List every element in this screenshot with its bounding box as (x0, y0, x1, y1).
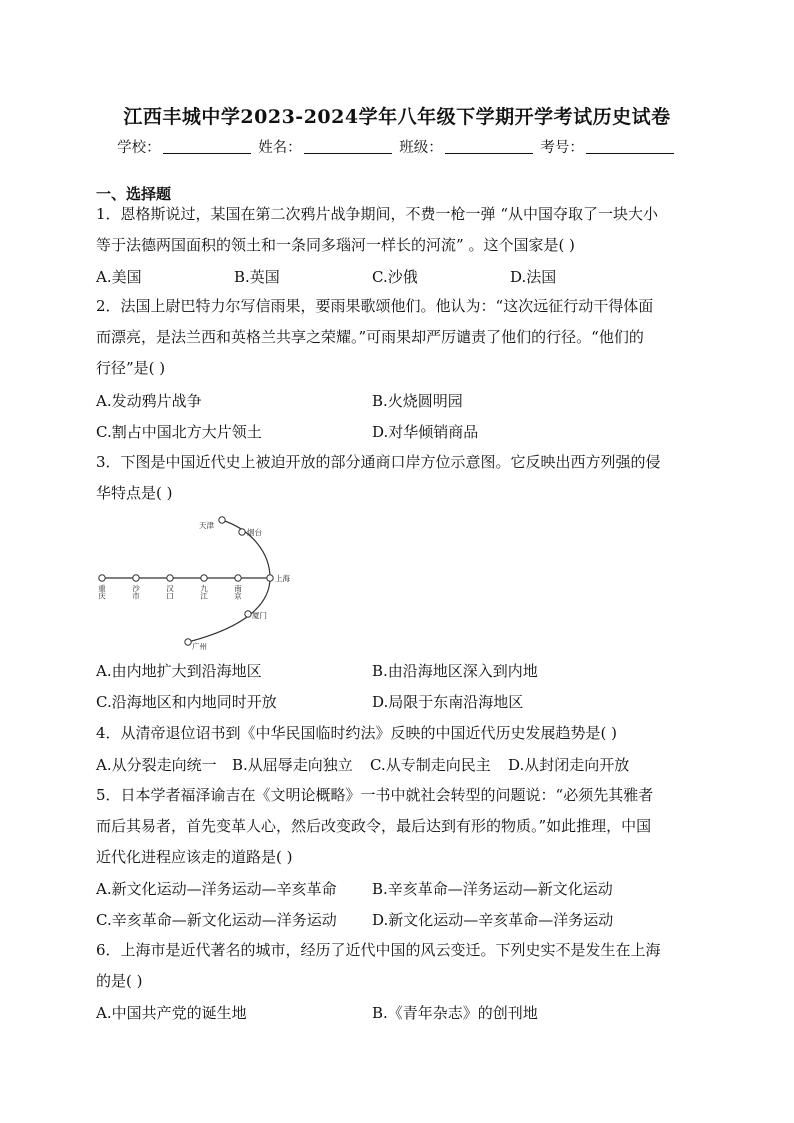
port-label-guangzhou: 广州 (192, 642, 207, 651)
question-line: 5．日本学者福泽谕吉在《文明论概略》一书中就社会转型的问题说：“必须先其雅者 (96, 786, 654, 804)
name-label: 姓名： (258, 140, 302, 156)
port-label-tianjin: 天津 (199, 521, 214, 530)
q4-option-d[interactable]: D.从封闭走向开放 (508, 756, 630, 774)
port-dot-shanghai (267, 575, 273, 581)
class-blank[interactable] (445, 139, 533, 154)
q3-option-b[interactable]: B.由沿海地区深入到内地 (372, 662, 538, 680)
port-dot-shashi (133, 575, 139, 581)
q5-option-b[interactable]: B.辛亥革命—洋务运动—新文化运动 (372, 880, 613, 898)
port-dot-xiamen (245, 611, 251, 617)
port-dot-chongqing (99, 575, 105, 581)
question-line: 1．恩格斯说过，某国在第二次鸦片战争期间，不费一枪一弹 “从中国夺取了一块大小 (96, 205, 658, 223)
port-label-chongqing: 重庆 (97, 584, 107, 600)
port-dot-guangzhou (185, 639, 191, 645)
exam-title: 江西丰城中学2023-2024学年八年级下学期开学考试历史试卷 (123, 106, 671, 128)
q2-option-d[interactable]: D.对华倾销商品 (372, 423, 479, 441)
question-2-stem (96, 291, 702, 384)
question-line: 而后其易者，首先变革人心，然后改变政令，最后达到有形的物质。”如此推理，中国 (96, 817, 652, 835)
q2-option-a[interactable]: A.发动鸦片战争 (96, 392, 202, 410)
q5-option-c[interactable]: C.辛亥革命—新文化运动—洋务运动 (96, 911, 337, 929)
question-6-stem (96, 935, 702, 997)
port-label-hankou: 汉口 (165, 584, 175, 600)
question-line: 等于法德两国面积的领土和一条同多瑙河一样长的河流” 。这个国家是( ) (96, 236, 575, 254)
school-blank[interactable] (163, 139, 251, 154)
q4-option-c[interactable]: C.从专制走向民主 (370, 756, 491, 774)
q3-option-c[interactable]: C.沿海地区和内地同时开放 (96, 693, 277, 711)
port-dot-yantai (239, 529, 245, 535)
question-3-stem (96, 447, 702, 509)
q2-option-b[interactable]: B.火烧圆明园 (372, 392, 463, 410)
class-label: 班级： (399, 140, 443, 156)
question-line: 2．法国上尉巴特力尔写信雨果，要雨果歌颂他们。他认为：“这次远征行动干得体面 (96, 297, 654, 315)
port-label-xiamen: 厦门 (252, 611, 267, 620)
question-4-stem (96, 718, 702, 749)
question-line: 3．下图是中国近代史上被迫开放的部分通商口岸方位示意图。它反映出西方列强的侵 (96, 453, 661, 471)
question-line: 华特点是( ) (96, 484, 173, 502)
q4-option-b[interactable]: B.从屈辱走向独立 (232, 756, 353, 774)
port-dot-hankou (167, 575, 173, 581)
q2-option-c[interactable]: C.割占中国北方大片领土 (96, 423, 262, 441)
port-dot-nanjing (235, 575, 241, 581)
question-line: 行径”是( ) (96, 359, 166, 377)
question-line: 近代化进程应该走的道路是( ) (96, 848, 293, 866)
question-line: 4．从清帝退位诏书到《中华民国临时约法》反映的中国近代历史发展趋势是( ) (96, 724, 618, 742)
q1-option-d[interactable]: D.法国 (510, 268, 557, 286)
question-5-stem (96, 780, 702, 873)
q6-option-a[interactable]: A.中国共产党的诞生地 (96, 1004, 247, 1022)
port-label-shashi: 沙市 (131, 584, 141, 600)
port-dot-tianjin (219, 517, 225, 523)
port-dot-jiujiang (201, 575, 207, 581)
name-blank[interactable] (304, 139, 392, 154)
q6-option-b[interactable]: B.《青年杂志》的创刊地 (372, 1004, 538, 1022)
section-title: 一、选择题 (96, 185, 172, 203)
exam-no-blank[interactable] (586, 139, 674, 154)
treaty-ports-map (92, 508, 322, 658)
q5-option-a[interactable]: A.新文化运动—洋务运动—辛亥革命 (96, 880, 337, 898)
q1-option-a[interactable]: A.美国 (96, 268, 142, 286)
school-label: 学校： (117, 140, 161, 156)
q1-option-c[interactable]: C.沙俄 (372, 268, 418, 286)
q1-option-b[interactable]: B.英国 (234, 268, 280, 286)
port-label-yantai: 烟台 (247, 528, 262, 537)
port-label-shanghai: 上海 (275, 574, 290, 583)
q5-option-d[interactable]: D.新文化运动—辛亥革命—洋务运动 (372, 911, 614, 929)
question-1-stem (96, 199, 702, 261)
q3-option-a[interactable]: A.由内地扩大到沿海地区 (96, 662, 262, 680)
question-line: 的是( ) (96, 972, 143, 990)
q4-option-a[interactable]: A.从分裂走向统一 (96, 756, 217, 774)
q3-option-d[interactable]: D.局限于东南沿海地区 (372, 693, 524, 711)
question-line: 而漂亮，是法兰西和英格兰共享之荣耀。”可雨果却严厉谴责了他们的行径。“他们的 (96, 328, 644, 346)
question-line: 6．上海市是近代著名的城市，经历了近代中国的风云变迁。下列史实不是发生在上海 (96, 941, 661, 959)
coast-route-line (188, 520, 270, 642)
student-info-line (0, 136, 794, 157)
port-label-nanjing: 南京 (233, 584, 243, 600)
exam-no-label: 考号： (540, 140, 584, 156)
port-label-jiujiang: 九江 (199, 584, 209, 600)
